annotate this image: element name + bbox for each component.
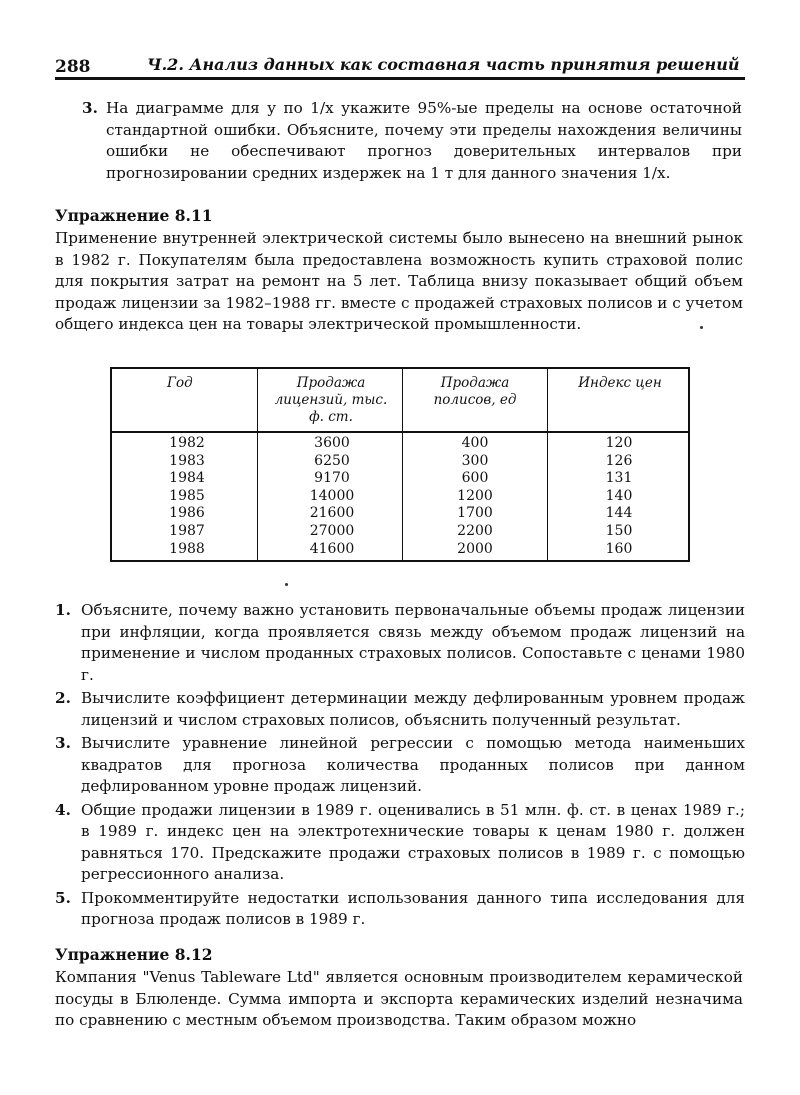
question-number: 5. [55,888,71,907]
question-text: Объясните, почему важно установить первоначальные объемы продаж лицензии при инфляции, когда проявляется связь между объемом продаж лицензий на применение и числом проданных страховых полисов. Сопоставьте с ценами 1980 г. [81,601,745,684]
table-cell: 126 [605,452,633,469]
question-number: 4. [55,800,71,819]
question-number: 3. [55,734,71,752]
table-col-divider [547,369,548,560]
table-col-policies [420,435,530,558]
list-item [55,733,745,798]
header-rule [55,77,745,80]
table-cell: 160 [605,540,633,557]
table-cell: 1986 [169,505,205,522]
table-header-year: Год [167,375,193,391]
table-cell: 9170 [314,470,350,487]
table-cell: 41600 [309,540,355,557]
question-text: Прокомментируйте недостатки использования данного типа исследования для прогноза продаж полисов в 1989 г. [81,888,745,928]
print-speck [700,326,703,329]
table-header-index: Индекс цен [578,375,662,391]
question-number: 3. [82,99,98,117]
question-text: Вычислите уравнение линейной регрессии с помощью метода наименьших квадратов для прогноза количества проданных полисов при данном дефлированном уровне продаж лицензий. [81,734,745,795]
print-speck [285,583,288,586]
question-list [55,600,745,933]
intro-question [82,98,742,184]
page-number: 288 [55,57,91,77]
exercise-title: Упражнение 8.11 [55,206,213,225]
table-col-license [277,435,387,558]
question-number: 1. [55,601,71,619]
table-header-license: Продажа лицензий, тыс. ф. ст. [274,375,388,425]
table-cell: 400 [461,435,489,451]
table-cell: 3600 [314,435,350,451]
table-cell: 1988 [169,540,205,557]
table-cell: 131 [605,470,633,487]
exercise-text: Применение внутренней электрической системы было вынесено на внешний рынок в 1982 г. Покупателям была предоставлена возможность купить страховой полис для покрытия затрат на ремонт на 5 лет. Таблица внизу показывает общий объем продаж лицензии за 1982–1988 гг. вместе с продажей страховых полисов и с учетом общего индекса цен на товары электрической промышленности. [55,229,743,333]
table-cell: 1982 [169,435,205,451]
table-cell: 1700 [457,505,493,522]
table-cell: 1987 [169,522,205,539]
table-cell: 27000 [309,522,355,539]
table-header-policies: Продажа полисов, ед [433,375,517,408]
question-text: Общие продажи лицензии в 1989 г. оценивались в 51 млн. ф. ст. в ценах 1989 г.; в 1989 г. индекс цен на электротехнические товары к ценам 1980 г. должен равняться 170. Предскажите продажи страховых полисов в 1989 г. с помощью регрессионного анализа. [81,800,745,883]
table-cell: 21600 [309,505,355,522]
table-col-year [132,435,242,558]
list-item [55,888,745,931]
table-cell: 2200 [457,522,493,539]
question-number: 2. [55,689,71,707]
table-cell: 144 [605,505,633,522]
table-cell: 14000 [309,487,355,504]
table-cell: 2000 [457,540,493,557]
table-cell: 120 [605,435,633,451]
table-col-divider [257,369,258,560]
table-cell: 1985 [169,487,205,504]
list-item [55,688,745,731]
table-col-divider [402,369,403,560]
question-text: Вычислите коэффициент детерминации между дефлированным уровнем продаж лицензий и числом страховых полисов, объяснить полученный результат. [81,689,745,729]
table-header-rule [112,431,688,433]
exercise-title: Упражнение 8.12 [55,945,213,964]
table-cell: 1983 [169,452,205,469]
table-cell: 300 [461,452,489,469]
table-cell: 1200 [457,487,493,504]
table-cell: 150 [605,522,633,539]
list-item [55,600,745,686]
table-cell: 6250 [314,452,350,469]
exercise-text: Компания "Venus Tableware Ltd" является основным производителем керамической посуды в Блюленде. Сумма импорта и экспорта керамических изделий незначима по сравнению с местным объемом производства. Таким образом можно [55,968,743,1029]
table-cell: 1984 [169,470,205,487]
list-item [55,800,745,886]
data-table [110,367,690,562]
table-col-index [564,435,674,558]
question-text: На диаграмме для у по 1/х укажите 95%-ые пределы на основе остаточной стандартной ошибки. Объясните, почему эти пределы нахождения величины ошибки не обеспечивают прогноз доверительных интервалов при прогнозировании средних издержек на 1 т для данного значения 1/х. [106,99,742,182]
table-cell: 140 [605,487,633,504]
running-title: Ч.2. Анализ данных как составная часть принятия решений [147,55,740,74]
table-cell: 600 [461,470,489,487]
